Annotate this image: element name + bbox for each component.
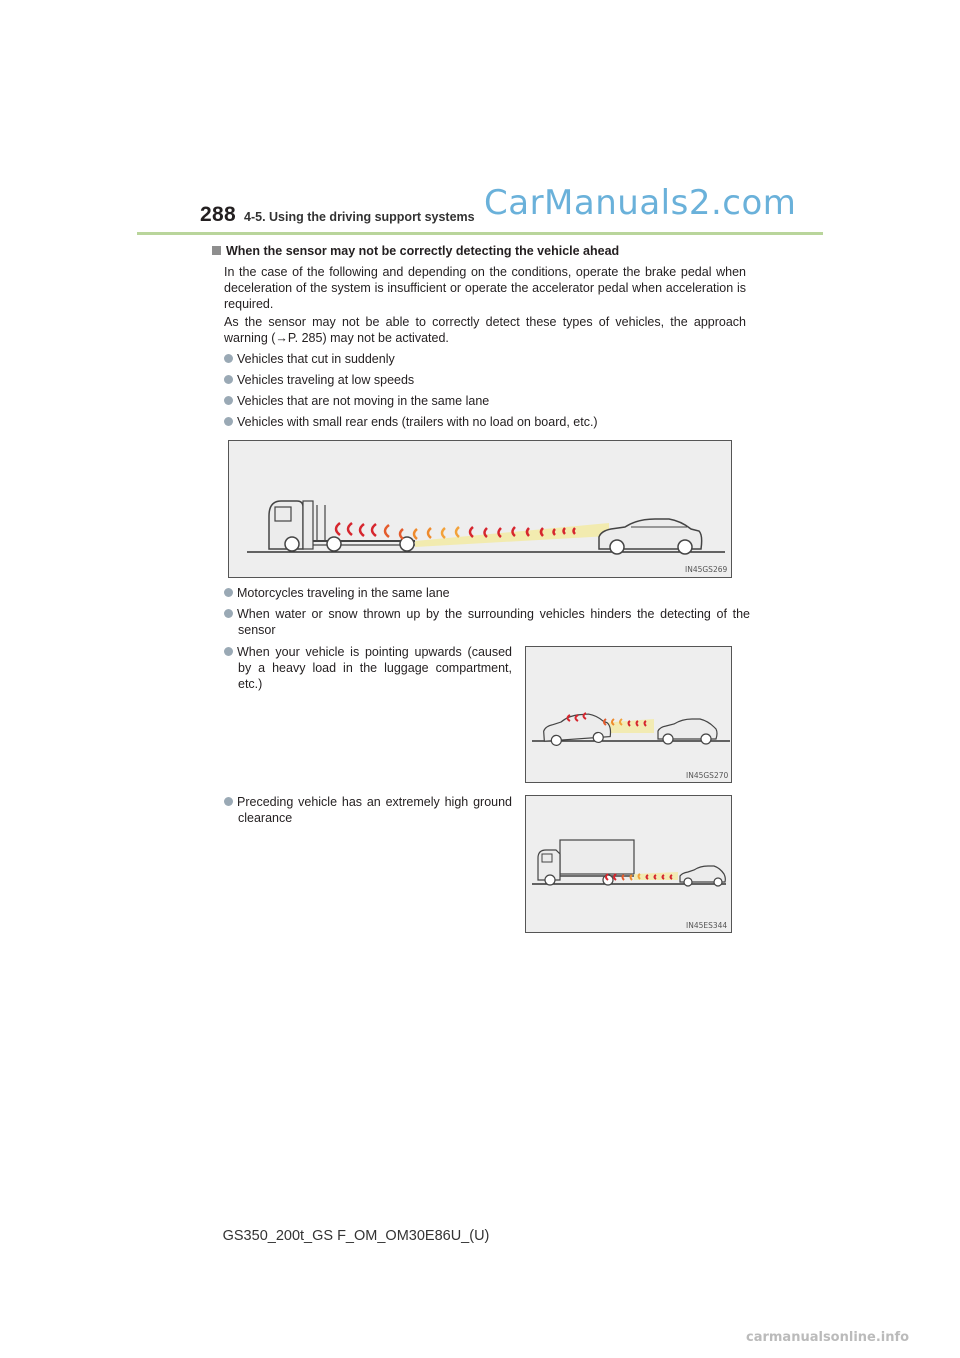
figure-trailer-illustration — [228, 440, 732, 578]
bullet-dot-icon — [224, 588, 233, 597]
list-item-text: Vehicles that cut in suddenly — [237, 352, 395, 366]
high-clearance-scene-svg — [526, 796, 733, 934]
figure-code: IN45ES344 — [686, 921, 728, 930]
bullet-dot-icon — [224, 647, 233, 656]
pointing-up-scene-svg — [526, 647, 733, 784]
footer-doc-code — [0, 1228, 960, 1244]
warning-paragraph: As the sensor may not be able to correctly detect these types of vehicles, the approach warning (→P. 285) may not be activated. — [224, 315, 746, 345]
trailer-scene-svg — [229, 441, 733, 579]
figure-code: IN45GS270 — [686, 771, 729, 780]
section-heading — [212, 244, 619, 258]
list-item — [224, 644, 512, 692]
figure-code: IN45GS269 — [685, 565, 728, 574]
header-divider — [137, 232, 823, 235]
figure-high-clearance-truck — [525, 795, 732, 933]
bullet-dot-icon — [224, 609, 233, 618]
list-item — [224, 606, 750, 638]
list-item — [224, 414, 598, 430]
bullet-dot-icon — [224, 417, 233, 426]
list-item — [224, 372, 414, 388]
bullet-dot-icon — [224, 375, 233, 384]
list-item-text: When your vehicle is pointing upwards (caused by a heavy load in the luggage compartment, etc.) — [237, 645, 512, 691]
bullet-dot-icon — [224, 797, 233, 806]
list-item-text: Vehicles that are not moving in the same lane — [237, 394, 490, 408]
footer-doc-code-text: GS350_200t_GS F_OM_OM30E86U_(U) — [222, 1228, 490, 1244]
watermark-bottom[interactable]: carmanualsonline.info — [746, 1330, 910, 1345]
list-item — [224, 351, 395, 367]
list-item — [224, 585, 450, 601]
page-number: 288 — [200, 203, 236, 226]
figure-vehicle-pointing-up — [525, 646, 732, 783]
list-item-text: Motorcycles traveling in the same lane — [237, 586, 450, 600]
square-bullet-icon — [212, 246, 221, 255]
list-item-text: When water or snow thrown up by the surrounding vehicles hinders the detecting of the sensor — [237, 607, 750, 637]
section-title: 4-5. Using the driving support systems — [244, 210, 475, 224]
watermark-top[interactable]: CarManuals2.com — [484, 183, 797, 223]
intro-paragraph: In the case of the following and depending on the conditions, operate the brake pedal when deceleration of the system is insufficient or operate the accelerator pedal when acceleration is required. — [224, 265, 746, 311]
list-item — [224, 794, 512, 826]
bullet-dot-icon — [224, 396, 233, 405]
heading-text: When the sensor may not be correctly detecting the vehicle ahead — [226, 244, 620, 258]
list-item-text: Vehicles with small rear ends (trailers with no load on board, etc.) — [237, 415, 598, 429]
list-item-text: Preceding vehicle has an extremely high ground clearance — [237, 795, 512, 825]
list-item-text: Vehicles traveling at low speeds — [237, 373, 415, 387]
bullet-dot-icon — [224, 354, 233, 363]
list-item — [224, 393, 489, 409]
